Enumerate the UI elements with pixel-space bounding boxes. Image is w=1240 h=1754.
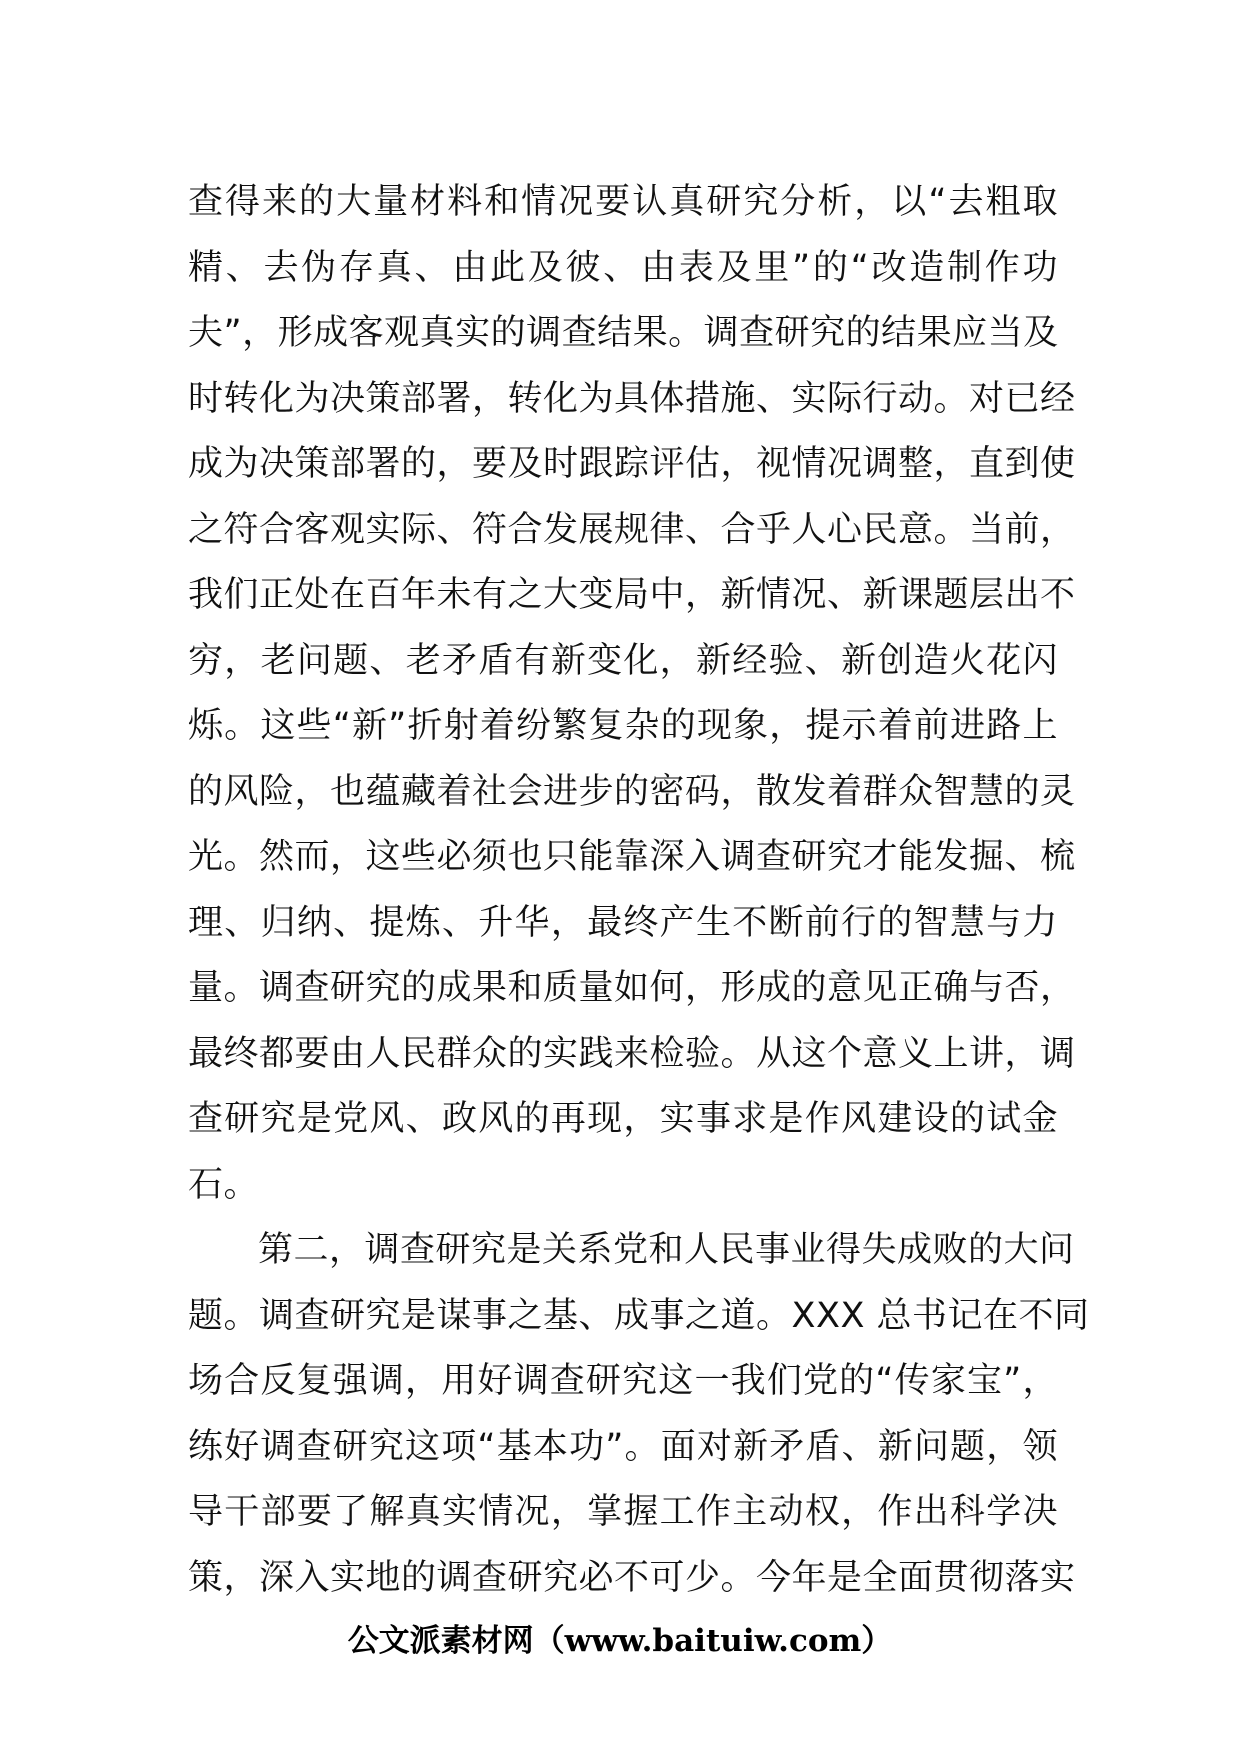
body-line: 精、去伪存真、由此及彼、由表及里”的“改造制作功 <box>188 247 1058 288</box>
body-line: 题。调查研究是谋事之基、成事之道。XXX 总书记在不同 <box>188 1295 1090 1336</box>
body-line: 烁。这些“新”折射着纷繁复杂的现象，提示着前进路上 <box>188 706 1058 746</box>
body-line: 的风险，也蕴藏着社会进步的密码，散发着群众智慧的灵 <box>188 771 1076 812</box>
body-line: 之符合客观实际、符合发展规律、合乎人心民意。当前， <box>188 509 1076 550</box>
body-line: 练好调查研究这项“基本功”。面对新矛盾、新问题，领 <box>188 1426 1058 1467</box>
body-line: 查得来的大量材料和情况要认真研究分析，以“去粗取 <box>188 182 1058 222</box>
body-line: 时转化为决策部署，转化为具体措施、实际行动。对已经 <box>188 378 1076 419</box>
body-line: 策，深入实地的调查研究必不可少。今年是全面贯彻落实 <box>188 1557 1076 1598</box>
body-line: 光。然而，这些必须也只能靠深入调查研究才能发掘、梳 <box>188 837 1076 877</box>
paragraph-start-line: 第二，调查研究是关系党和人民事业得失成败的大问 <box>258 1230 1075 1270</box>
body-line: 最终都要由人民群众的实践来检验。从这个意义上讲，调 <box>188 1033 1076 1074</box>
body-line: 我们正处在百年未有之大变局中，新情况、新课题层出不 <box>188 575 1076 615</box>
body-line: 理、归纳、提炼、升华，最终产生不断前行的智慧与力 <box>188 902 1058 943</box>
body-line: 成为决策部署的，要及时跟踪评估，视情况调整，直到使 <box>188 444 1076 484</box>
body-text <box>188 170 1090 1611</box>
body-line: 导干部要了解真实情况，掌握工作主动权，作出科学决 <box>188 1492 1058 1532</box>
body-line: 夫”，形成客观真实的调查结果。调查研究的结果应当及 <box>188 313 1059 353</box>
footer-watermark: 公文派素材网（www.baituiw.com） <box>347 1623 893 1659</box>
body-line: 查研究是党风、政风的再现，实事求是作风建设的试金 <box>188 1099 1058 1139</box>
body-line: 穷，老问题、老矛盾有新变化，新经验、新创造火花闪 <box>188 640 1058 681</box>
paragraph-end-line: 石。 <box>188 1164 260 1205</box>
body-line: 量。调查研究的成果和质量如何，形成的意见正确与否， <box>188 968 1076 1008</box>
body-line: 场合反复强调，用好调查研究这一我们党的“传家宝”， <box>188 1361 1058 1401</box>
